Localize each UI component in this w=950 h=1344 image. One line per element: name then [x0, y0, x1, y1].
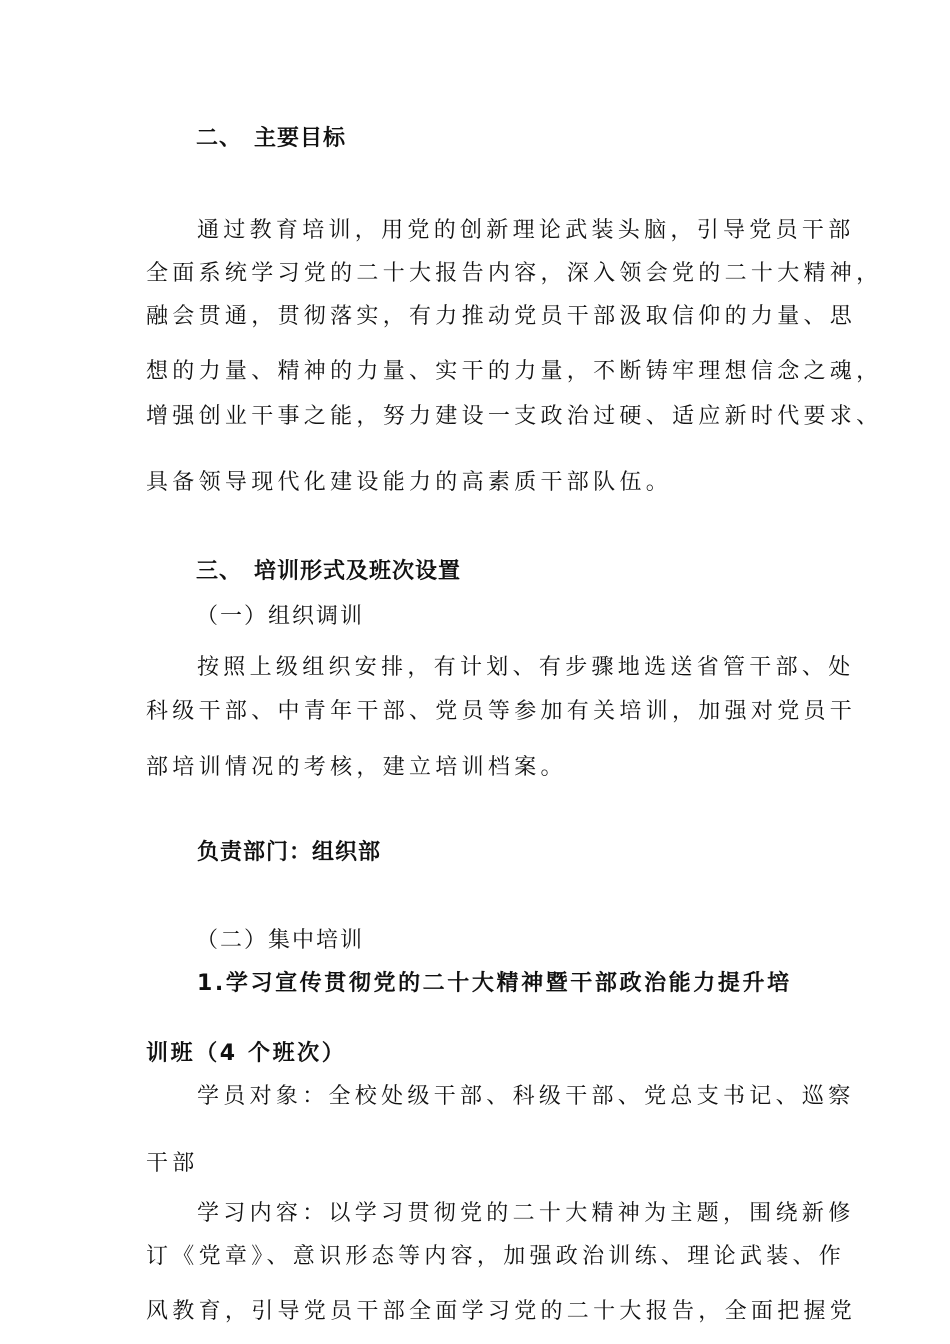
paragraph-line: 全面系统学习党的二十大报告内容，深入领会党的二十大精神，: [146, 261, 883, 286]
paragraph-line: 融会贯通，贯彻落实，有力推动党员干部汲取信仰的力量、思: [146, 304, 857, 329]
content-line: 风教育，引导党员干部全面学习党的二十大报告，全面把握党: [146, 1299, 857, 1324]
paragraph-line: 想的力量、精神的力量、实干的力量，不断铸牢理想信念之魂，: [146, 359, 883, 384]
section-heading-3: [196, 558, 461, 586]
paragraph-line: 科级干部、中青年干部、党员等参加有关培训，加强对党员干: [146, 699, 857, 724]
paragraph-line: 部培训情况的考核，建立培训档案。: [146, 755, 567, 780]
item-title-line: 训班（4 个班次）: [146, 1041, 347, 1066]
audience-line: 干部: [146, 1151, 199, 1176]
paragraph-line: 通过教育培训，用党的创新理论武装头脑，引导党员干部: [197, 218, 855, 243]
paragraph-line: 按照上级组织安排，有计划、有步骤地选送省管干部、处: [197, 655, 855, 680]
item-title-line: 1.学习宣传贯彻党的二十大精神暨干部政治能力提升培: [197, 971, 792, 996]
section-title: 主要目标: [254, 126, 347, 151]
section-number: 二、: [196, 126, 243, 151]
paragraph-line: 增强创业干事之能，努力建设一支政治过硬、适应新时代要求、: [146, 404, 883, 429]
content-line: 学习内容：以学习贯彻党的二十大精神为主题，围绕新修: [197, 1201, 855, 1226]
section-heading-2: [196, 125, 346, 153]
subsection-title: （一）组织调训: [196, 604, 365, 629]
content-line: 订《党章》、意识形态等内容，加强政治训练、理论武装、作: [146, 1244, 846, 1269]
audience-line: 学员对象：全校处级干部、科级干部、党总支书记、巡察: [197, 1084, 855, 1109]
responsible-department: 负责部门：组织部: [197, 840, 382, 865]
paragraph-line: 具备领导现代化建设能力的高素质干部队伍。: [146, 470, 673, 495]
section-number: 三、: [196, 559, 243, 584]
subsection-title: （二）集中培训: [196, 928, 365, 953]
section-title: 培训形式及班次设置: [254, 559, 462, 584]
